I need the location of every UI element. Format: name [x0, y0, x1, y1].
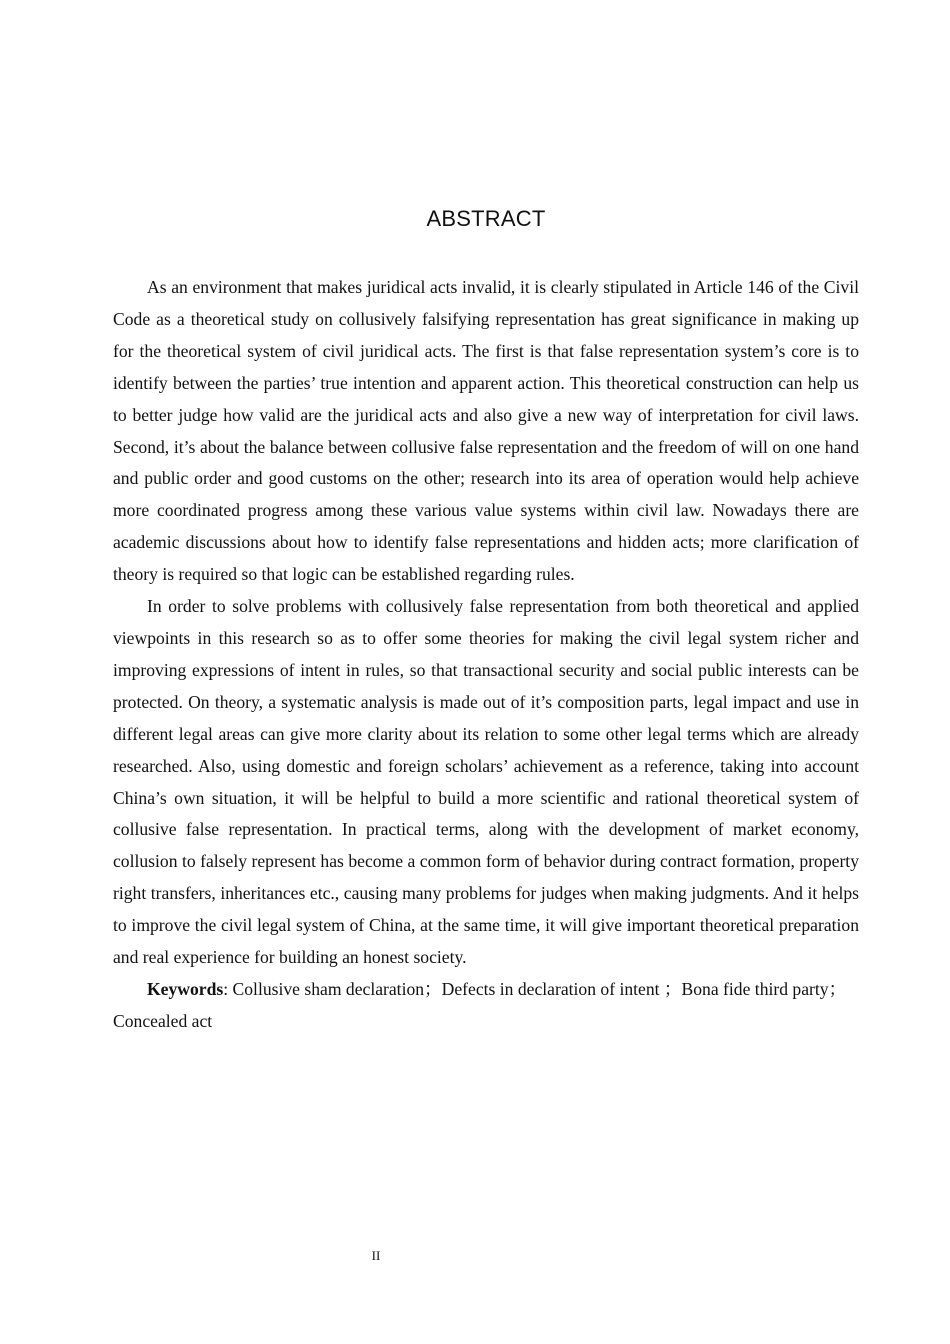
abstract-paragraph-1: As an environment that makes juridical acts invalid, it is clearly stipulated in Article 146 of the Civil Code as a theoretical study on collusively falsifying representation has great significance in making up for the theoretical system of civil juridical acts. The first is that false representation system’s core is to identify between the parties’ true intention and apparent action. This theoretical construction can help us to better judge how valid are the juridical acts and also give a new way of interpretation for civil laws. Second, it’s about the balance between collusive false representation and the freedom of will on one hand and public order and good customs on the other; research into its area of operation would help achieve more coordinated progress among these various value systems within civil law. Nowadays there are academic discussions about how to identify false representations and hidden acts; more clarification of theory is required so that logic can be established regarding rules. — [113, 277, 859, 585]
abstract-paragraph-2: In order to solve problems with collusively false representation from both theoretical and applied viewpoints in this research so as to offer some theories for making the civil legal system richer and improving expressions of intent in rules, so that transactional security and social public interests can be protected. On theory, a systematic analysis is made out of it’s composition parts, legal impact and use in different legal areas can give more clarity about its relation to some other legal terms which are already researched. Also, using domestic and foreign scholars’ achievement as a reference, taking into account China’s own situation, it will be helpful to build a more scientific and rational theoretical system of collusive false representation. In practical terms, along with the development of market economy, collusion to falsely represent has become a common form of behavior during contract formation, property right transfers, inheritances etc., causing many problems for judges when making judgments. And it helps to improve the civil legal system of China, at the same time, it will give important theoretical preparation and real experience for building an honest society. — [113, 596, 859, 968]
keywords-text: : Collusive sham declaration；Defects in declaration of intent ；Bona fide third party；Concealed act — [113, 978, 847, 1031]
abstract-title: ABSTRACT — [426, 206, 546, 231]
page-number: II — [371, 1248, 381, 1263]
abstract-body — [113, 272, 859, 1038]
keywords-line — [113, 974, 859, 1038]
keywords-label: Keywords — [147, 978, 224, 999]
